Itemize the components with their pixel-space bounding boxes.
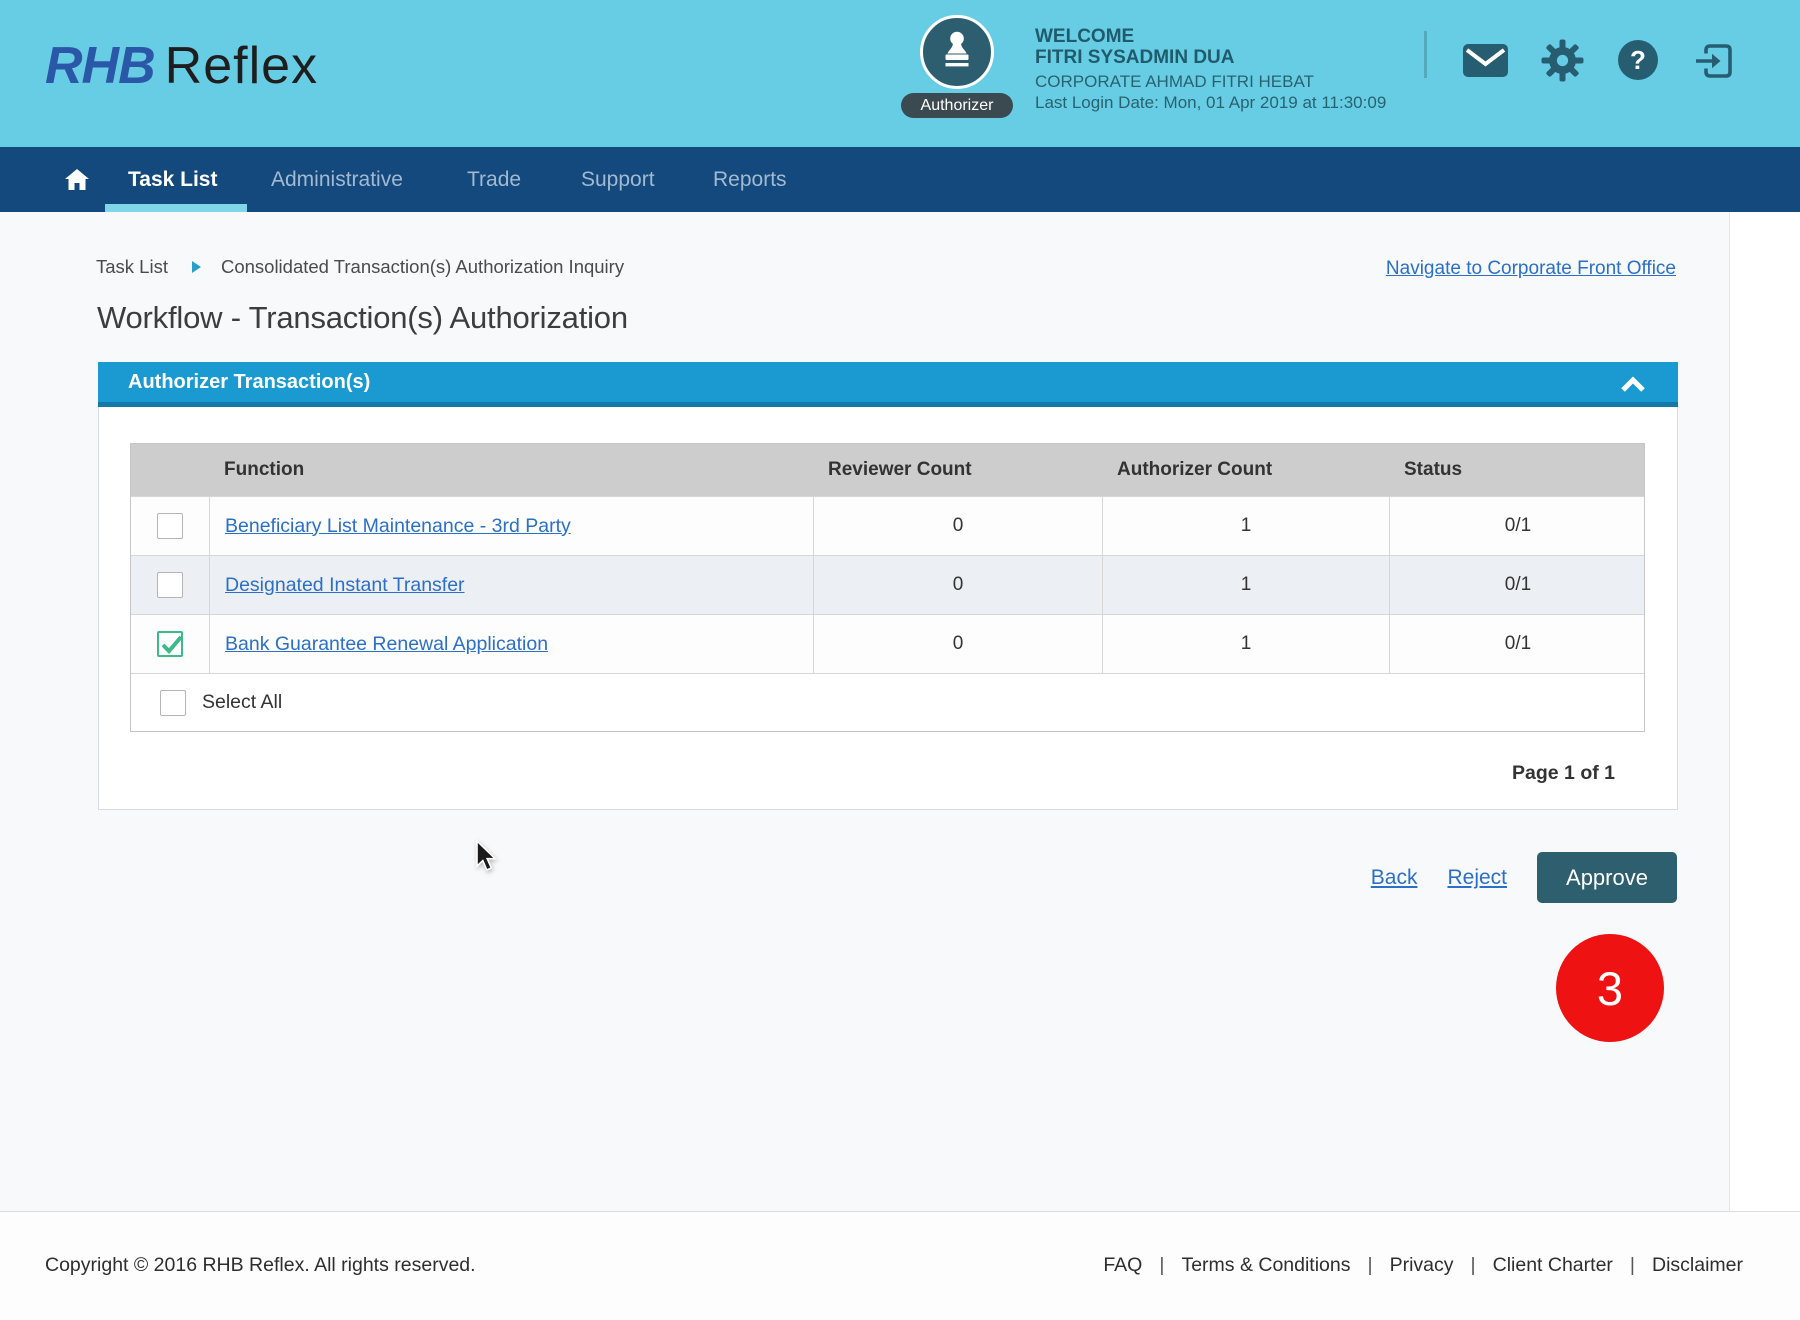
tab-support[interactable]: Support [581,167,655,191]
footer-separator: | [1159,1254,1165,1276]
breadcrumb [96,256,624,278]
footer-link-privacy[interactable]: Privacy [1389,1254,1454,1276]
company-name: CORPORATE AHMAD FITRI HEBAT [1035,72,1314,91]
reviewer-count-value: 0 [813,497,1102,555]
role-badge: Authorizer [901,93,1013,118]
col-status: Status [1404,459,1463,480]
col-authorizer-count: Authorizer Count [1117,459,1273,480]
status-value: 0/1 [1389,615,1646,673]
row-checkbox[interactable] [157,513,183,539]
panel-body [98,407,1678,810]
footer-link-terms[interactable]: Terms & Conditions [1181,1254,1351,1276]
footer-links [1103,1254,1743,1277]
footer-separator: | [1629,1254,1635,1276]
tab-administrative[interactable]: Administrative [271,167,403,191]
authorizer-count-value: 1 [1102,497,1389,555]
mail-icon[interactable] [1462,43,1509,83]
annotation-step-3: 3 [1556,934,1664,1042]
help-icon[interactable] [1618,40,1658,80]
footer-separator: | [1367,1254,1373,1276]
breadcrumb-arrow-icon [192,261,201,273]
table-row [131,614,1644,673]
row-checkbox[interactable] [157,572,183,598]
reviewer-count-value: 0 [813,556,1102,614]
tab-reports[interactable]: Reports [713,167,787,191]
last-login: Last Login Date: Mon, 01 Apr 2019 at 11:30:09 [1035,93,1387,112]
table-row [131,496,1644,555]
approve-button[interactable]: Approve [1537,852,1677,903]
function-link[interactable]: Beneficiary List Maintenance - 3rd Party [225,514,571,537]
stamp-icon [938,29,976,76]
status-value: 0/1 [1389,556,1646,614]
breadcrumb-current: Consolidated Transaction(s) Authorization Inquiry [220,256,625,277]
logo-rhb: RHB [45,37,155,95]
help-glyph: ? [1630,44,1646,75]
logout-icon[interactable] [1693,40,1735,87]
col-function: Function [224,459,305,480]
footer [0,1211,1800,1320]
footer-link-faq[interactable]: FAQ [1103,1254,1143,1276]
copyright-text: Copyright © 2016 RHB Reflex. All rights reserved. [45,1254,476,1276]
panel-header[interactable] [98,362,1678,407]
user-name: FITRI SYSADMIN DUA [1035,47,1235,68]
active-tab-underline [105,204,247,212]
footer-link-disclaimer[interactable]: Disclaimer [1651,1254,1743,1276]
action-bar [1371,852,1677,903]
panel-title: Authorizer Transaction(s) [128,370,371,393]
avatar [920,15,994,89]
footer-link-client-charter[interactable]: Client Charter [1492,1254,1613,1276]
breadcrumb-task-list[interactable]: Task List [96,256,168,277]
welcome-block [1035,26,1386,114]
back-link[interactable]: Back [1370,865,1418,889]
tab-task-list[interactable]: Task List [128,167,218,191]
page-title: Workflow - Transaction(s) Authorization [97,300,628,335]
main-nav [0,147,1800,212]
navigate-corporate-front-office-link[interactable]: Navigate to Corporate Front Office [1385,258,1676,279]
footer-separator: | [1470,1254,1476,1276]
select-all-checkbox[interactable] [160,690,186,716]
reviewer-count-value: 0 [813,615,1102,673]
mouse-cursor [476,840,498,877]
page-indicator: Page 1 of 1 [1512,762,1615,784]
reject-link[interactable]: Reject [1447,865,1507,889]
authorizer-count-value: 1 [1102,615,1389,673]
table-header-row [131,444,1644,496]
authorizer-count-value: 1 [1102,556,1389,614]
content-area [0,212,1730,1211]
select-all-label: Select All [202,691,283,713]
function-link[interactable]: Bank Guarantee Renewal Application [225,632,549,655]
tab-trade[interactable]: Trade [467,167,522,191]
col-reviewer-count: Reviewer Count [828,459,972,480]
settings-icon[interactable] [1540,38,1585,88]
collapse-chevron-up-icon[interactable] [1620,376,1646,399]
top-header [0,0,1800,147]
select-all-row [131,673,1644,731]
function-link[interactable]: Designated Instant Transfer [225,573,465,596]
transactions-table [130,443,1645,732]
header-divider [1424,31,1427,78]
status-value: 0/1 [1389,497,1646,555]
rhb-reflex-logo [45,36,318,96]
table-row [131,555,1644,614]
logo-reflex: Reflex [164,37,319,95]
row-checkbox[interactable] [157,631,183,657]
welcome-label: WELCOME [1035,26,1135,47]
home-icon[interactable] [64,168,90,197]
authorizer-transactions-panel [98,362,1678,815]
